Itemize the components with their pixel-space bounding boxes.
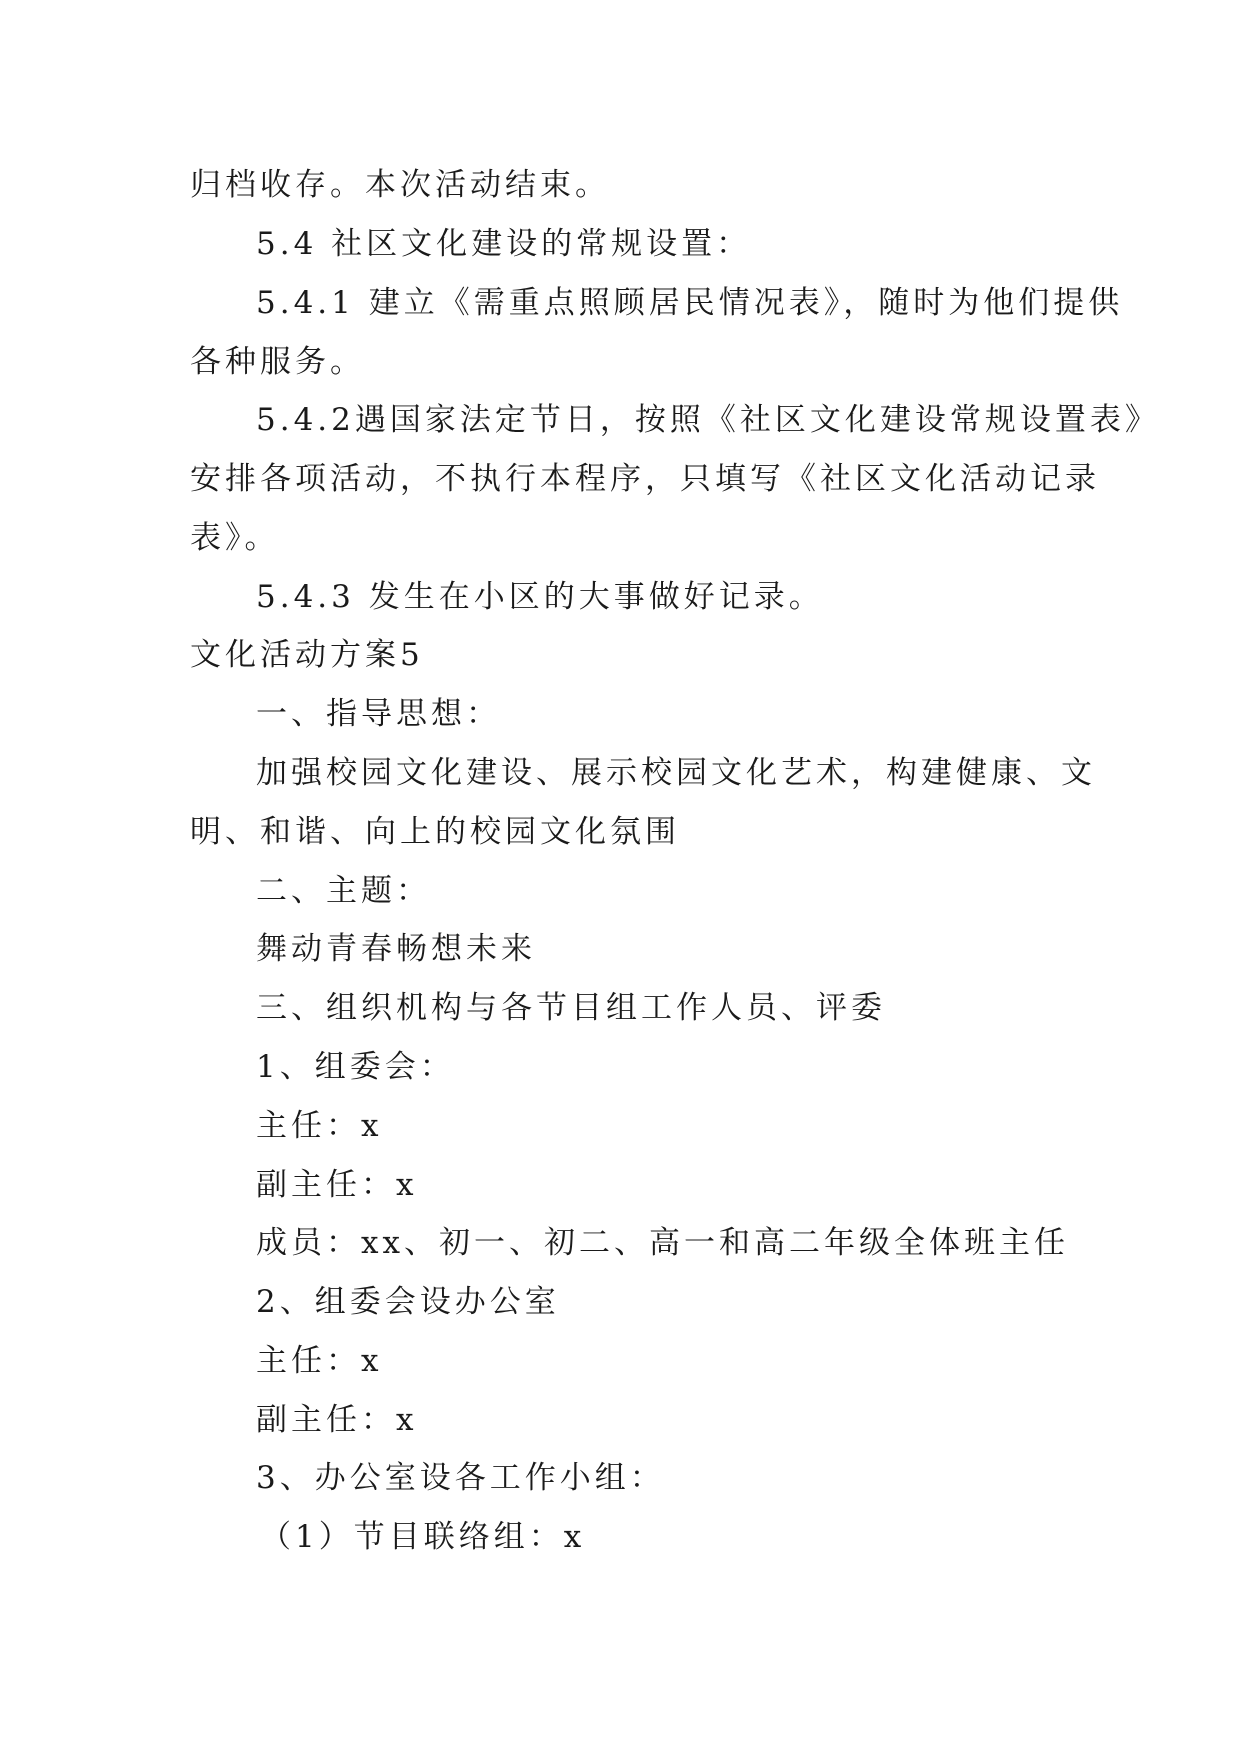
section-heading: 三、组织机构与各节目组工作人员、评委 [256,990,886,1026]
document-heading: 文化活动方案5 [190,637,424,673]
text-line: 5.4.2遇国家法定节日，按照《社区文化建设常规设置表》 [256,402,1160,438]
text-line: 加强校园文化建设、展示校园文化艺术，构建健康、文 [256,755,1096,791]
list-item: 副主任：x [256,1402,418,1438]
section-heading: 二、主题： [256,873,431,909]
text-line: 5.4.3 发生在小区的大事做好记录。 [256,579,824,615]
list-item: 3、办公室设各工作小组： [256,1460,665,1496]
text-line: 舞动青春畅想未来 [256,931,536,967]
list-item: 2、组委会设办公室 [256,1284,560,1320]
text-line: 明、和谐、向上的校园文化氛围 [190,814,680,850]
list-item: （1）节目联络组：x [260,1519,586,1555]
list-item: 成员：xx、初一、初二、高一和高二年级全体班主任 [256,1225,1069,1261]
section-heading: 5.4 社区文化建设的常规设置： [256,226,752,262]
list-item: 副主任：x [256,1167,418,1203]
section-heading: 一、指导思想： [256,696,501,732]
list-item: 主任：x [256,1108,383,1144]
text-line: 各种服务。 [190,344,365,380]
text-line: 安排各项活动，不执行本程序，只填写《社区文化活动记录 [190,461,1100,497]
list-item: 1、组委会： [256,1049,455,1085]
text-line: 5.4.1 建立《需重点照顾居民情况表》，随时为他们提供 [256,285,1124,321]
list-item: 主任：x [256,1343,383,1379]
text-line: 表》。 [190,520,280,556]
text-line: 归档收存。本次活动结束。 [190,167,610,203]
